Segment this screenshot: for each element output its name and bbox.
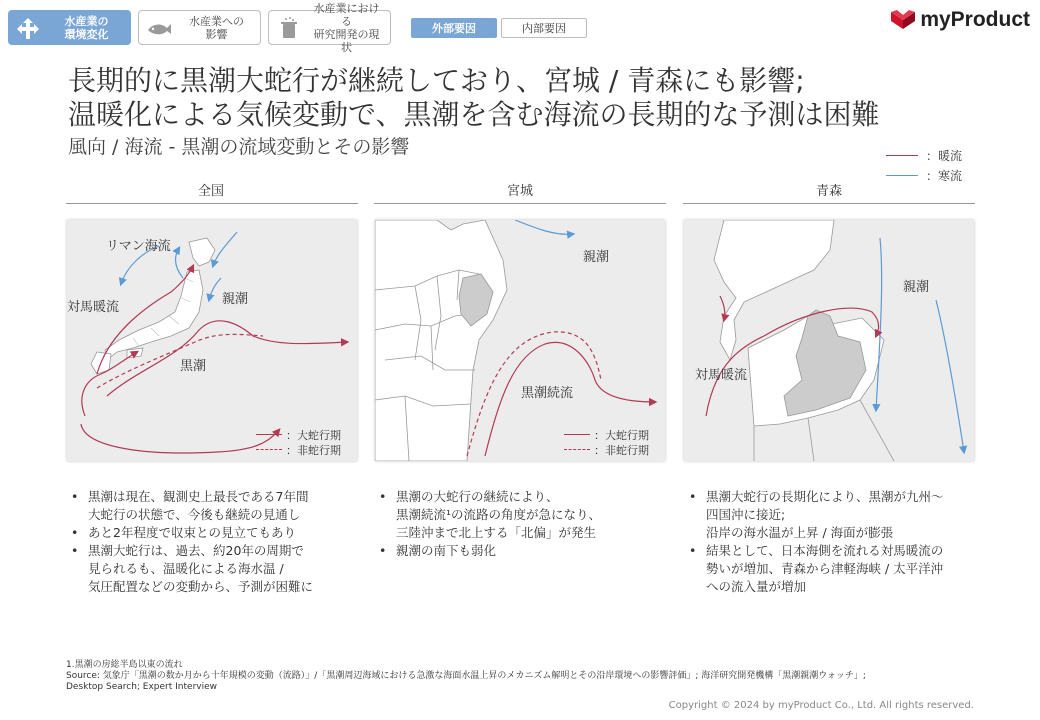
nav-tab-environment-change[interactable] bbox=[8, 10, 131, 45]
map-label: リマン海流 bbox=[106, 239, 171, 254]
nav-tab-fishery-impact[interactable] bbox=[138, 10, 261, 45]
legend-non-meander bbox=[564, 442, 649, 457]
meander-line bbox=[564, 434, 590, 435]
current-legend bbox=[886, 145, 962, 185]
company-logo bbox=[890, 8, 1030, 32]
footnote-source-2: Desktop Search; Expert Interview bbox=[66, 682, 217, 692]
map-miyagi bbox=[375, 220, 665, 461]
map-label: 黒潮続流 bbox=[521, 386, 574, 401]
map-meander-legend bbox=[256, 427, 341, 457]
map-label: 親潮 bbox=[583, 250, 610, 265]
non-meander-line bbox=[256, 449, 282, 450]
map-label: 対馬暖流 bbox=[67, 300, 120, 315]
legend-non-meander-label: ：非蛇行期 bbox=[286, 443, 341, 457]
bullet-item: • 黒潮の大蛇行の継続により、 黒潮続流¹の流路の角度が急になり、 三陸沖まで北上する「北偏」が発生 bbox=[374, 488, 674, 542]
bullet-list-aomori bbox=[684, 488, 984, 596]
meander-line bbox=[256, 434, 282, 435]
brand-mark-icon bbox=[890, 10, 916, 30]
column-divider bbox=[66, 203, 358, 204]
nav-tab-label: 水産業への 影響 bbox=[189, 14, 244, 41]
legend-meander-label: ：大蛇行期 bbox=[286, 428, 341, 442]
trash-bin-icon bbox=[275, 16, 303, 40]
nav-tab-research-status[interactable] bbox=[268, 1, 391, 54]
japan-map-graphic bbox=[67, 220, 357, 461]
legend-meander bbox=[256, 427, 341, 442]
column-title-miyagi: 宮城 bbox=[506, 184, 533, 199]
bullet-item: • 黒潮は現在、観測史上最長である7年間 大蛇行の状態で、今後も継続の見通し bbox=[66, 488, 366, 524]
column-title-nationwide: 全国 bbox=[197, 184, 224, 199]
bullet-item: • 黒潮大蛇行は、過去、約20年の周期で 見られるも、温暖化による海水温 / 気圧配置などの変動から、予測が困難に bbox=[66, 542, 366, 596]
legend-cold-label: ：寒流 bbox=[926, 168, 963, 183]
legend-warm-label: ：暖流 bbox=[926, 148, 963, 163]
nav-tab-label: 水産業における 研究開発の現状 bbox=[313, 1, 380, 54]
warm-current-line bbox=[886, 155, 918, 156]
footnote-source: Source: 気象庁「黒潮の数か月から十年規模の変動（流路）」/「黒潮周辺海域における急激な海面水温上昇のメカニズム解明とその沿岸環境への影響評価」; 海洋研究開発機構「黒潮親潮ウォッチ」; bbox=[66, 671, 866, 681]
map-label: 黒潮 bbox=[180, 359, 207, 374]
bullet-list-nationwide bbox=[66, 488, 366, 596]
aomori-map-graphic bbox=[684, 220, 974, 461]
column-title-aomori: 青森 bbox=[815, 184, 842, 199]
subtab-external-factors[interactable]: 外部要因 bbox=[411, 18, 497, 38]
bullet-list-miyagi bbox=[374, 488, 674, 560]
miyagi-map-graphic bbox=[375, 220, 665, 461]
bullet-item: • 黒潮大蛇行の長期化により、黒潮が九州～ 四国沖に接近; 沿岸の海水温が上昇 / 海面が膨張 bbox=[684, 488, 984, 542]
legend-warm-current bbox=[886, 145, 962, 165]
bullet-item: • 親潮の南下も弱化 bbox=[374, 542, 674, 560]
legend-non-meander-label: ：非蛇行期 bbox=[594, 443, 649, 457]
legend-non-meander bbox=[256, 442, 341, 457]
nav-tab-label: 水産業の 環境変化 bbox=[64, 14, 109, 41]
legend-meander-label: ：大蛇行期 bbox=[594, 428, 649, 442]
footnote-note: 1.黒潮の房総半島以東の流れ bbox=[66, 660, 183, 670]
logo-text: myProduct bbox=[920, 8, 1030, 31]
map-meander-legend bbox=[564, 427, 649, 457]
non-meander-line bbox=[564, 449, 590, 450]
column-divider bbox=[374, 203, 666, 204]
map-label: 親潮 bbox=[903, 280, 930, 295]
bullet-item: • あと2年程度で収束との見立てもあり bbox=[66, 524, 366, 542]
map-aomori bbox=[684, 220, 974, 461]
headline-line-2: 温暖化による気候変動で、黒潮を含む海流の長期的な予測は困難 bbox=[68, 98, 880, 131]
bullet-item: • 結果として、日本海側を流れる対馬暖流の 勢いが増加、青森から津軽海峡 / 太平洋沖 への流入量が増加 bbox=[684, 542, 984, 596]
column-divider bbox=[683, 203, 975, 204]
page-headline bbox=[68, 64, 879, 132]
legend-meander bbox=[564, 427, 649, 442]
map-label: 対馬暖流 bbox=[695, 368, 748, 383]
cold-current-line bbox=[886, 175, 918, 176]
headline-line-1: 長期的に黒潮大蛇行が継続しており、宮城 / 青森にも影響; bbox=[68, 64, 805, 97]
fish-icon bbox=[145, 16, 173, 40]
top-navigation bbox=[8, 1, 587, 54]
map-label: 親潮 bbox=[222, 292, 249, 307]
crossroads-arrows-icon bbox=[14, 16, 42, 40]
copyright-notice: Copyright © 2024 by myProduct Co., Ltd. All rights reserved. bbox=[668, 700, 974, 711]
subtab-internal-factors[interactable]: 内部要因 bbox=[501, 18, 587, 38]
page-subtitle: 風向 / 海流 - 黒潮の流域変動とその影響 bbox=[68, 136, 410, 158]
map-japan-nationwide bbox=[67, 220, 357, 461]
footnote bbox=[66, 660, 866, 693]
